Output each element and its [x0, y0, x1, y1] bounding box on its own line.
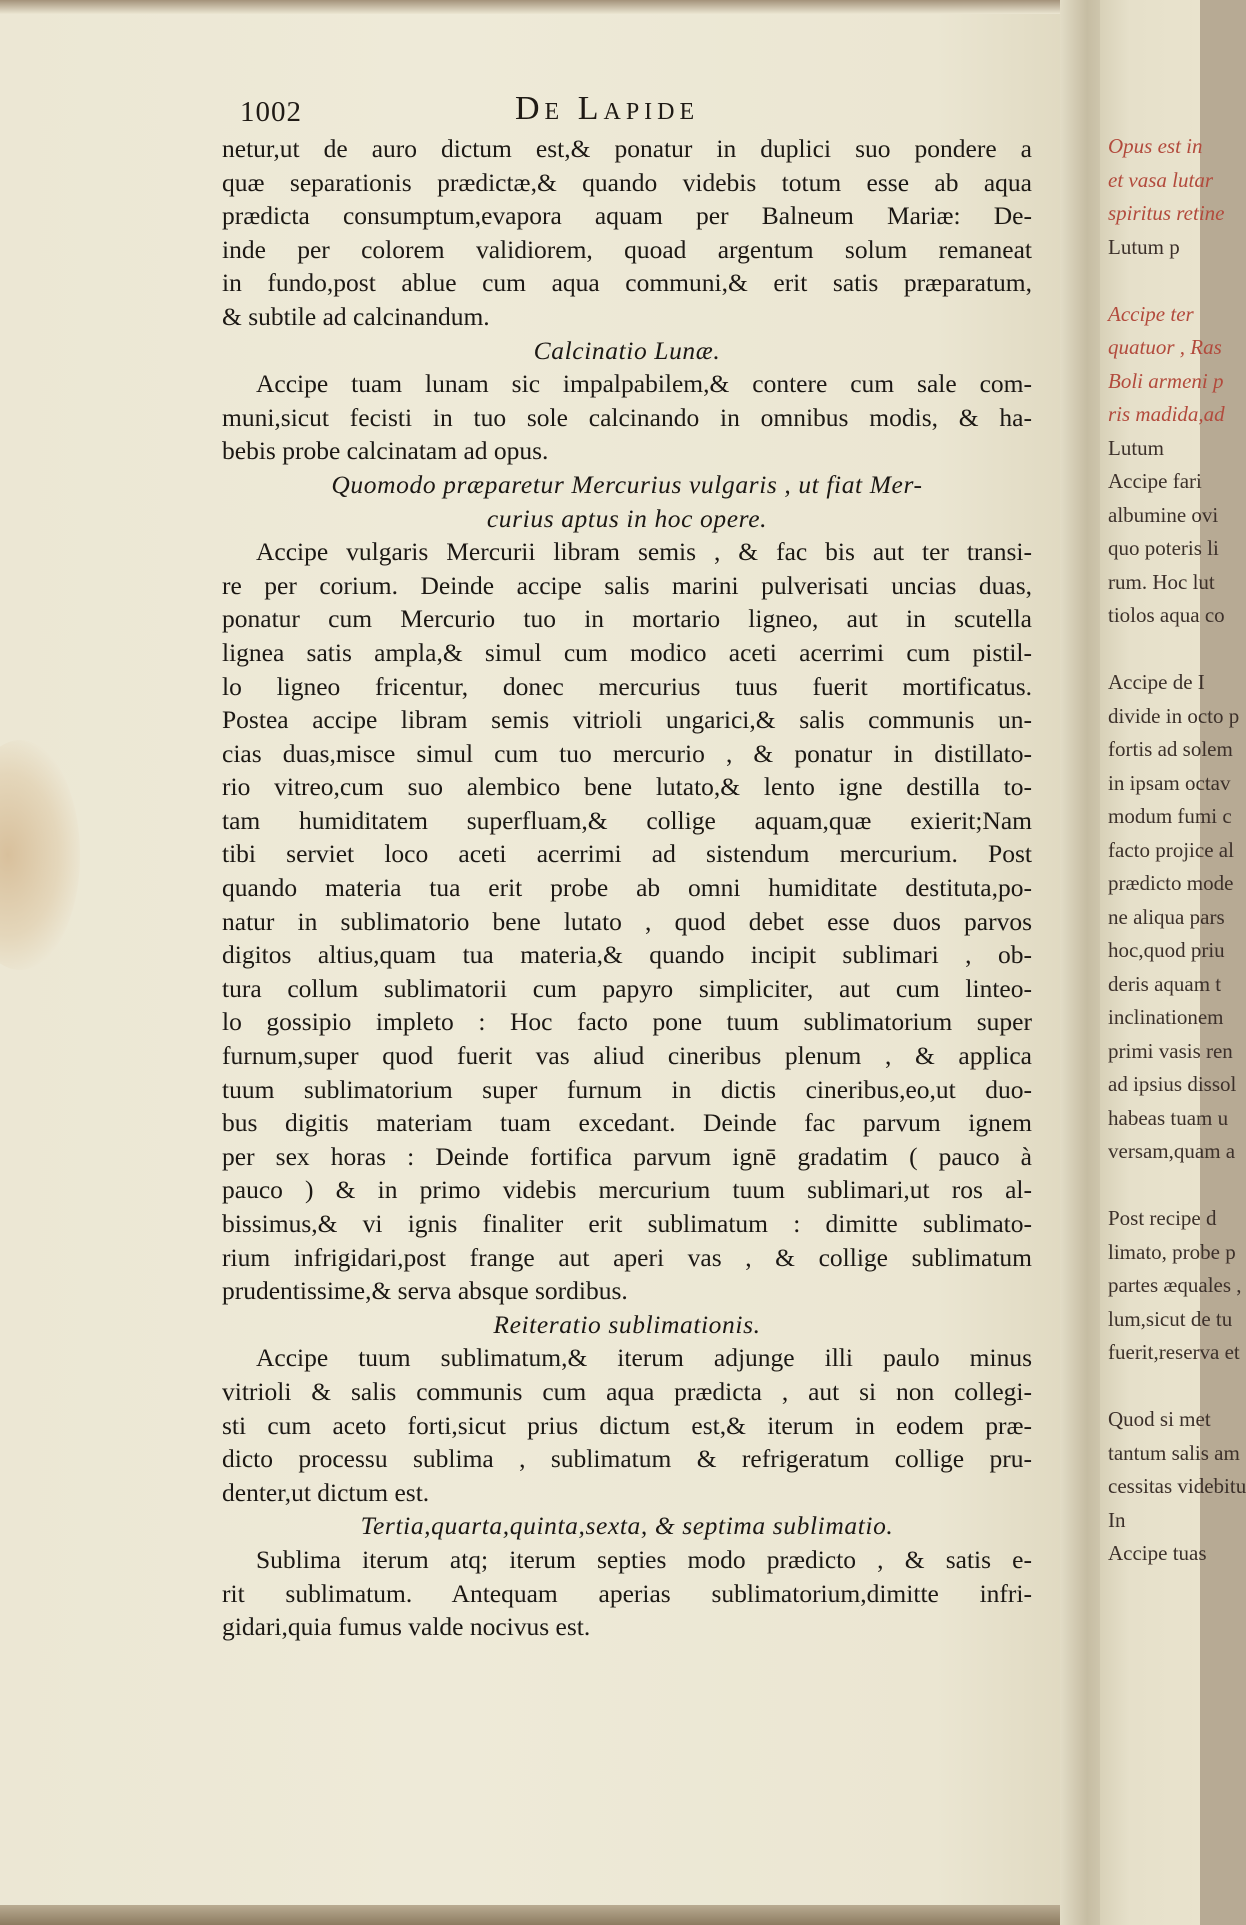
facing-line: Boli armeni p: [1108, 368, 1224, 393]
facing-line: lum,sicut de tu: [1108, 1306, 1233, 1331]
facing-gap: [1108, 1169, 1208, 1203]
facing-line: modum fumi c: [1108, 804, 1232, 828]
facing-line: primi vasis ren: [1108, 1038, 1233, 1063]
text-line: prudentissime,& serva absque sordibus.: [222, 1276, 628, 1306]
text-line: lignea satis ampla,& simul cum modico aceti acerrimi cum pistil-: [222, 637, 1032, 667]
facing-line: versam,quam a: [1108, 1139, 1236, 1163]
facing-gap: [1108, 264, 1208, 298]
text-line: natur in sublimatorio bene lutato , quod debet esse duos parvos: [222, 906, 1032, 936]
facing-line: Accipe de I: [1108, 670, 1205, 694]
text-line: & subtile ad calcinandum.: [222, 301, 490, 331]
text-line: dicto processu sublima , sublimatum & refrigeratum collige pru-: [222, 1444, 1032, 1474]
facing-line: Lutum: [1108, 435, 1164, 460]
text-line: tibi serviet loco aceti acerrimi ad sistendum mercurium. Post: [222, 839, 1032, 869]
facing-gap: [1108, 633, 1208, 667]
text-line: cias duas,misce simul cum tuo mercurio , & ponatur in distillato-: [222, 738, 1032, 768]
running-title: De Lapide: [515, 90, 700, 127]
facing-page-text: [1108, 130, 1246, 1571]
facing-line: fortis ad solem: [1108, 737, 1233, 761]
text-line: bissimus,& vi ignis finaliter erit sublimatum : dimitte sublimato-: [222, 1209, 1032, 1238]
facing-line: partes æquales ,: [1108, 1273, 1242, 1297]
text-line: Accipe vulgaris Mercurii libram semis , & fac bis aut ter transi-: [256, 537, 1032, 567]
facing-line: Quod si met: [1108, 1407, 1211, 1431]
facing-line: ris madida,ad: [1108, 402, 1225, 426]
text-line: per sex horas : Deinde fortifica parvum ignē gradatim ( pauco à: [222, 1141, 1032, 1171]
facing-line: facto projice al: [1108, 837, 1234, 862]
text-line: tuum sublimatorium super furnum in dictis cineribus,eo,ut duo-: [222, 1074, 1032, 1104]
text-line: lo gossipio impleto : Hoc facto pone tuum sublimatorium super: [222, 1007, 1032, 1037]
section-heading: Tertia,quarta,quinta,sexta, & septima sublimatio.: [360, 1511, 894, 1541]
facing-line: tantum salis am: [1108, 1440, 1240, 1465]
facing-line: habeas tuam u: [1108, 1105, 1229, 1130]
page-top-edge: [0, 0, 1100, 14]
facing-line: spiritus retine: [1108, 201, 1225, 225]
text-line: quæ separationis prædictæ,& quando videbis totum esse ab aqua: [222, 167, 1032, 197]
main-text: [222, 132, 1032, 1644]
text-line: re per corium. Deinde accipe salis marini pulverisati uncias duas,: [222, 570, 1032, 600]
facing-line: Accipe fari: [1108, 469, 1202, 493]
text-line: rium infrigidari,post frange aut aperi vas , & collige sublimatum: [222, 1242, 1032, 1272]
text-line: tura collum sublimatorii cum papyro simpliciter, aut cum linteo-: [222, 973, 1032, 1003]
text-line: furnum,super quod fuerit vas aliud cineribus plenum , & applica: [222, 1041, 1032, 1071]
facing-line: In: [1108, 1507, 1126, 1532]
facing-line: in ipsam octav: [1108, 770, 1231, 795]
facing-line: prædicto mode: [1108, 871, 1234, 895]
facing-line: quatuor , Ras: [1108, 335, 1222, 359]
section-heading: Reiteratio sublimationis.: [493, 1309, 761, 1339]
text-line: rio vitreo,cum suo alembico bene lutato,& lento igne destilla to-: [222, 772, 1032, 802]
facing-line: cessitas videbitu: [1108, 1474, 1246, 1498]
text-line: bebis probe calcinatam ad opus.: [222, 436, 549, 466]
text-line: lo ligneo fricentur, donec mercurius tuus fuerit mortificatus.: [222, 671, 1032, 701]
text-line: Accipe tuum sublimatum,& iterum adjunge illi paulo minus: [256, 1343, 1032, 1373]
text-line: Accipe tuam lunam sic impalpabilem,& contere cum sale com-: [256, 369, 1032, 399]
text-line: digitos altius,quam tua materia,& quando incipit sublimari , ob-: [222, 940, 1032, 970]
text-line: in fundo,post ablue cum aqua communi,& erit satis præparatum,: [222, 268, 1032, 298]
facing-line: et vasa lutar: [1108, 167, 1213, 192]
text-line: sti cum aceto forti,sicut prius dictum est,& iterum in eodem præ-: [222, 1410, 1032, 1440]
text-line: bus digitis materiam tuam excedant. Deinde fac parvum ignem: [222, 1108, 1032, 1138]
text-line: netur,ut de auro dictum est,& ponatur in duplici suo pondere a: [222, 134, 1032, 163]
page-bottom-edge: [0, 1905, 1100, 1925]
text-line: muni,sicut fecisti in tuo sole calcinando in omnibus modis, & ha-: [222, 402, 1032, 432]
text-line: Sublima iterum atq; iterum septies modo prædicto , & satis e-: [256, 1544, 1032, 1574]
section-heading: Calcinatio Lunæ.: [533, 335, 721, 365]
text-line: pauco ) & in primo videbis mercurium tuum sublimari,ut ros al-: [222, 1175, 1032, 1205]
facing-line: albumine ovi: [1108, 502, 1219, 527]
facing-line: rum. Hoc lut: [1108, 569, 1215, 594]
text-line: denter,ut dictum est.: [222, 1477, 430, 1507]
page-header: [240, 90, 1040, 130]
facing-line: Lutum p: [1108, 234, 1180, 259]
facing-line: fuerit,reserva et: [1108, 1340, 1240, 1364]
facing-line: ad ipsius dissol: [1108, 1072, 1237, 1096]
facing-line: divide in octo p: [1108, 703, 1240, 728]
facing-line: inclinationem: [1108, 1005, 1224, 1029]
facing-line: deris aquam t: [1108, 971, 1222, 996]
text-line: tam humiditatem superfluam,& collige aquam,quæ exierit;Nam: [222, 805, 1032, 835]
text-line: inde per colorem validiorem, quoad argentum solum remaneat: [222, 234, 1032, 264]
text-line: Postea accipe libram semis vitrioli ungarici,& salis communis un-: [222, 705, 1032, 735]
facing-line: Accipe ter: [1108, 301, 1194, 326]
text-line: prædicta consumptum,evapora aquam per Balneum Mariæ: De-: [222, 201, 1032, 231]
text-line: gidari,quia fumus valde nocivus est.: [222, 1612, 591, 1642]
facing-line: Post recipe d: [1108, 1206, 1217, 1230]
section-heading: curius aptus in hoc opere.: [486, 503, 768, 533]
facing-line: Opus est in: [1108, 134, 1203, 158]
page-number: 1002: [240, 96, 302, 128]
facing-line: ne aliqua pars: [1108, 904, 1225, 929]
facing-line: quo poteris li: [1108, 536, 1219, 560]
facing-line: tiolos aqua co: [1108, 603, 1225, 627]
section-heading: Quomodo præparetur Mercurius vulgaris , ut fiat Mer-: [331, 469, 923, 499]
facing-gap: [1108, 1370, 1208, 1404]
facing-line: Accipe tuas: [1108, 1541, 1207, 1565]
facing-line: limato, probe p: [1108, 1239, 1236, 1264]
text-line: ponatur cum Mercurio tuo in mortario ligneo, aut in scutella: [222, 604, 1032, 634]
text-line: quando materia tua erit probe ab omni humiditate destituta,po-: [222, 873, 1032, 903]
text-line: rit sublimatum. Antequam aperias sublimatorium,dimitte infri-: [222, 1578, 1032, 1608]
text-line: vitrioli & salis communis cum aqua prædicta , aut si non collegi-: [222, 1376, 1032, 1406]
paper-stain: [0, 740, 80, 970]
facing-line: hoc,quod priu: [1108, 938, 1225, 962]
